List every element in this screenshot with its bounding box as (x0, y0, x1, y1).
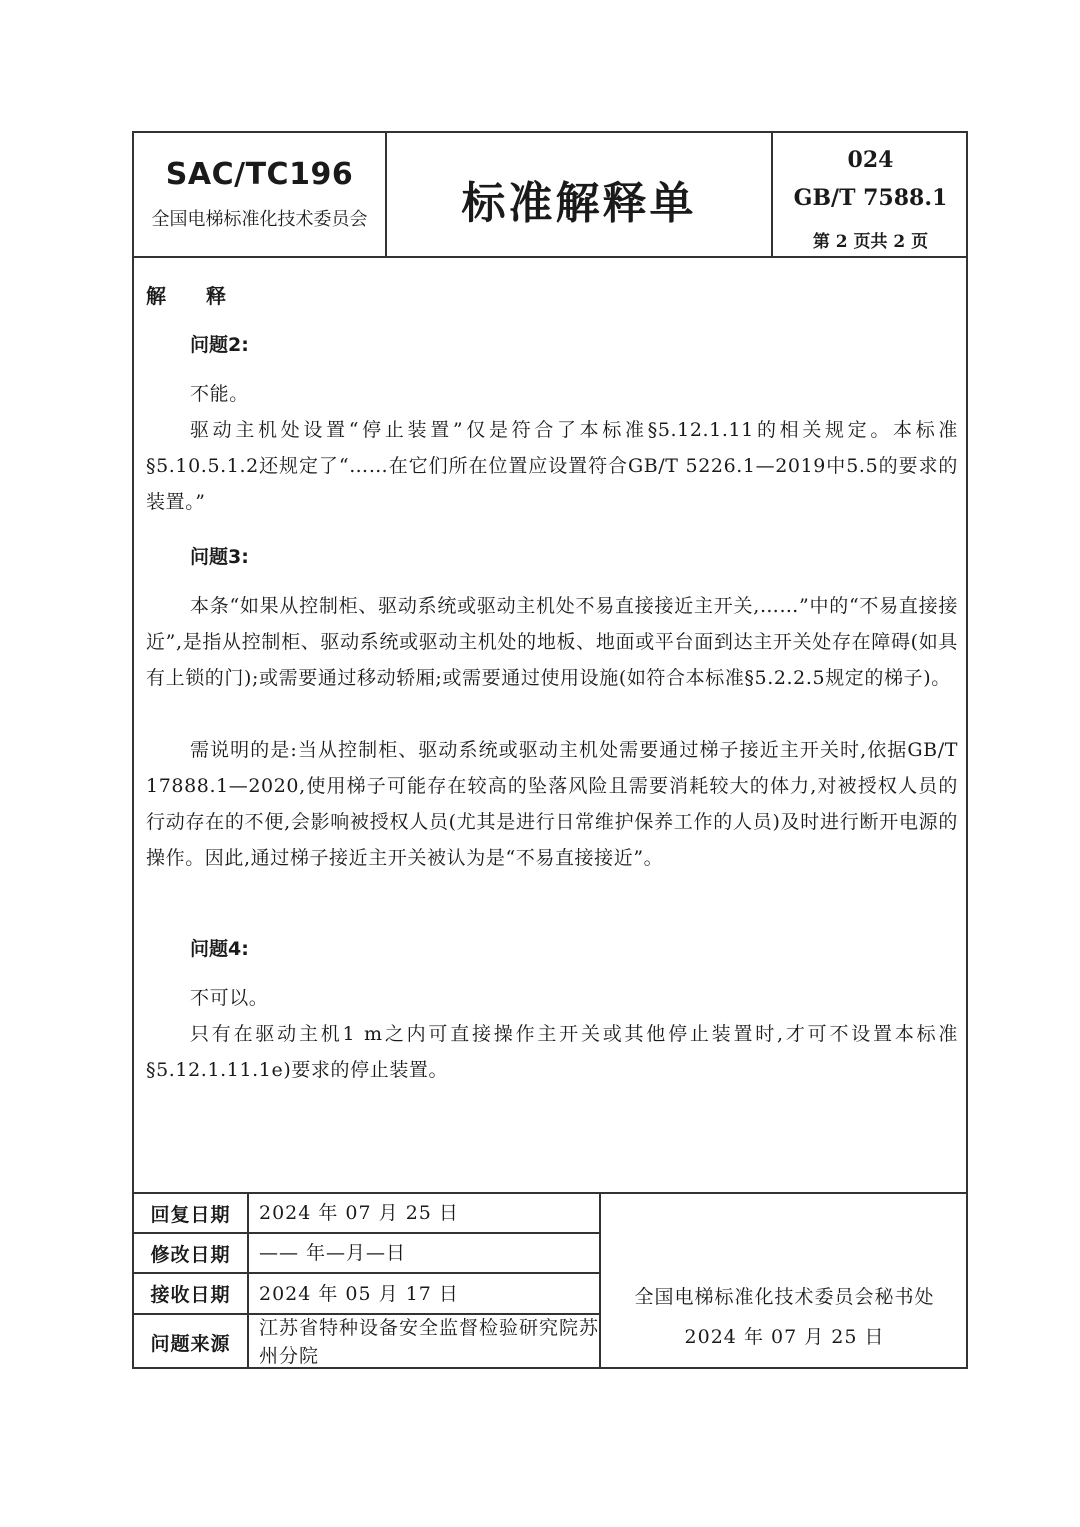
receive-date-row (134, 1274, 599, 1315)
question-3-paragraph-1: 本条“如果从控制柜、驱动系统或驱动主机处不易直接接近主开关,……”中的“不易直接接近”,是指从控制柜、驱动系统或驱动主机处的地板、地面或平台面到达主开关处存在障碍(如具有上锁的门);或需要通过移动轿厢;或需要通过使用设施(如符合本标准§5.2.2.5规定的梯子)。 (146, 595, 958, 689)
page-info: 第 2 页共 2 页 (812, 232, 929, 252)
secretariat-date: 2024 年 07 月 25 日 (684, 1326, 885, 1348)
question-3-title: 问题3: (190, 546, 249, 568)
modify-date-label: 修改日期 (134, 1234, 249, 1272)
modify-date-value: —— 年—月—日 (259, 1242, 407, 1264)
interpretation-body (134, 258, 966, 1192)
form-footer (134, 1192, 966, 1369)
reply-date-value: 2024 年 07 月 25 日 (259, 1202, 459, 1224)
receive-date-label: 接收日期 (134, 1274, 249, 1313)
reference-cell (773, 133, 968, 256)
committee-cell (134, 133, 387, 256)
source-label: 问题来源 (134, 1315, 249, 1369)
question-4-answer: 不可以。 (190, 987, 269, 1009)
interpretation-form (132, 131, 968, 1369)
standard-number: GB/T 7588.1 (793, 185, 948, 211)
committee-code: SAC/TC196 (165, 157, 354, 192)
modify-date-row (134, 1234, 599, 1274)
committee-name: 全国电梯标准化技术委员会 (151, 209, 368, 230)
source-row (134, 1315, 599, 1369)
receive-date-value: 2024 年 05 月 17 日 (259, 1282, 459, 1305)
question-4-title: 问题4: (190, 938, 249, 960)
document-number: 024 (847, 147, 894, 173)
secretariat-cell (599, 1194, 968, 1369)
question-2-explanation: 驱动主机处设置“停止装置”仅是符合了本标准§5.12.1.11的相关规定。本标准§5.10.5.1.2还规定了“……在它们所在位置应设置符合GB/T 5226.1—2019中5.5的要求的装置。” (146, 419, 958, 513)
question-2-answer: 不能。 (190, 383, 249, 405)
question-4-explanation: 只有在驱动主机1 m之内可直接操作主开关或其他停止装置时,才可不设置本标准§5.12.1.11.1e)要求的停止装置。 (146, 1023, 958, 1081)
section-title: 解 释 (146, 284, 236, 308)
question-2-title: 问题2: (190, 334, 249, 356)
reply-date-row (134, 1194, 599, 1234)
form-header (134, 133, 966, 258)
document-title: 标准解释单 (461, 178, 697, 229)
question-3-paragraph-2: 需说明的是:当从控制柜、驱动系统或驱动主机处需要通过梯子接近主开关时,依据GB/T 17888.1—2020,使用梯子可能存在较高的坠落风险且需要消耗较大的体力,对被授权人员的行动存在的不便,会影响被授权人员(尤其是进行日常维护保养工作的人员)及时进行断开电源的操作。因此,通过梯子接近主开关被认为是“不易直接接近”。 (146, 739, 958, 869)
secretariat-name: 全国电梯标准化技术委员会秘书处 (634, 1286, 935, 1308)
title-cell (387, 133, 773, 256)
reply-date-label: 回复日期 (134, 1194, 249, 1232)
source-value: 江苏省特种设备安全监督检验研究院苏州分院 (259, 1317, 600, 1367)
